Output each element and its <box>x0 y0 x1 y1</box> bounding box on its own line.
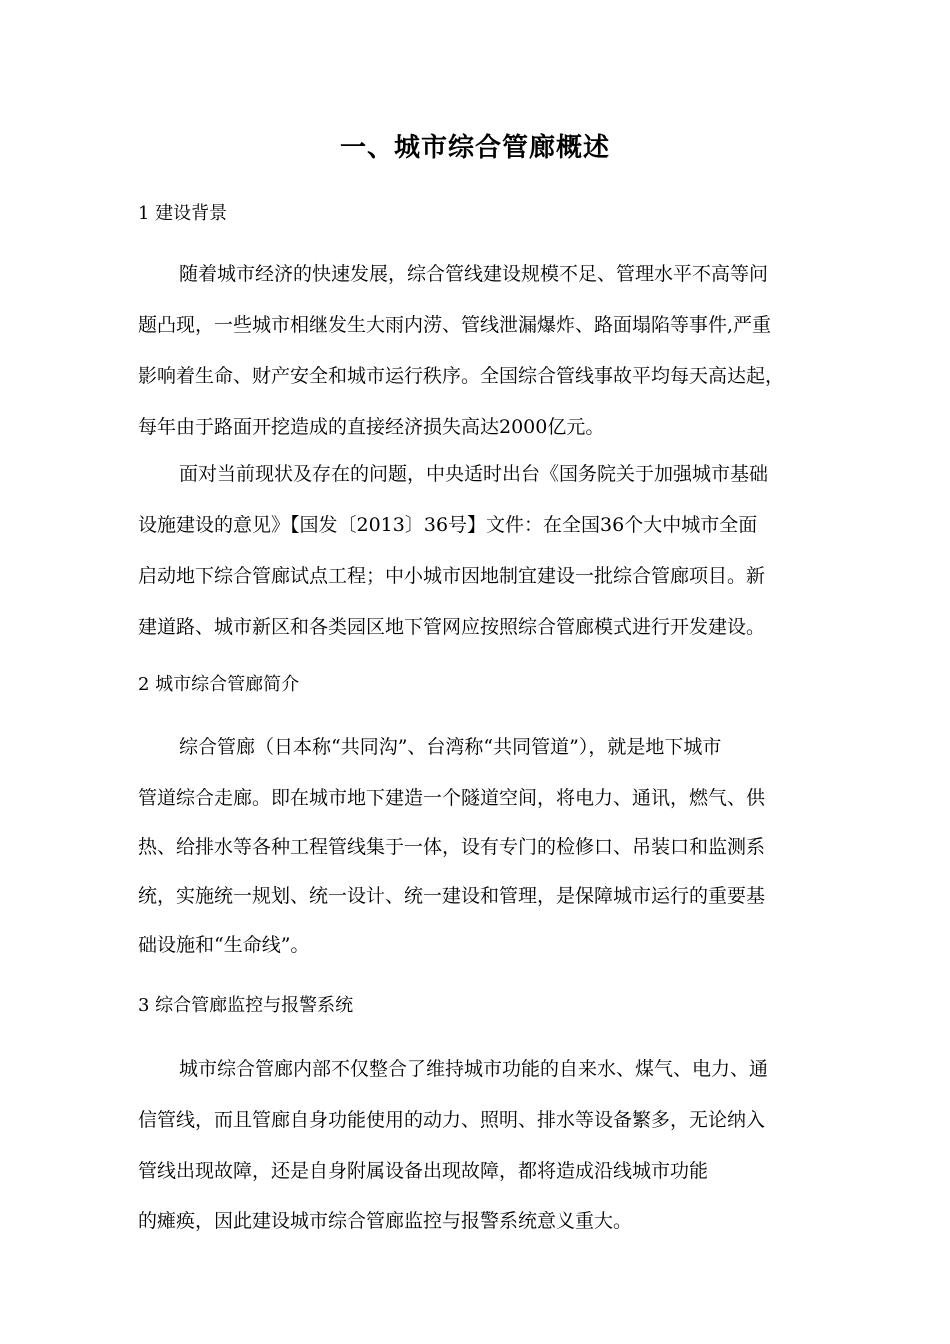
paragraph-line: 随着城市经济的快速发展，综合管线建设规模不足、管理水平不高等问 <box>179 263 769 285</box>
paragraph-line: 影响着生命、财产安全和城市运行秩序。全国综合管线事故平均每天高达起， <box>138 365 785 387</box>
paragraph-line: 管线出现故障，还是自身附属设备出现故障，都将造成沿线城市功能 <box>138 1160 709 1182</box>
paragraph-line: 启动地下综合管廊试点工程；中小城市因地制宜建设一批综合管廊项目。新 <box>138 565 766 587</box>
paragraph-line: 题凸现，一些城市相继发生大雨内涝、管线泄漏爆炸、路面塌陷等事件,严重 <box>138 314 772 336</box>
paragraph-line: 管道综合走廊。即在城市地下建造一个隧道空间，将电力、通讯，燃气、供 <box>138 787 766 809</box>
paragraph-line: 信管线，而且管廊自身功能使用的动力、照明、排水等设备繁多，无论纳入 <box>138 1109 766 1131</box>
paragraph-line: 建道路、城市新区和各类园区地下管网应按照综合管廊模式进行开发建设。 <box>138 616 766 638</box>
paragraph-line: 热、给排水等各种工程管线集于一体，设有专门的检修口、吊装口和监测系 <box>138 836 766 858</box>
section-heading-intro: 2 城市综合管廊简介 <box>138 674 300 695</box>
section-heading-monitoring: 3 综合管廊监控与报警系统 <box>138 995 354 1016</box>
paragraph-line: 每年由于路面开挖造成的直接经济损失高达2000亿元。 <box>138 416 605 438</box>
paragraph-line: 设施建设的意见》【国发〔2013〕36号】文件：在全国36个大中城市全面 <box>138 514 758 536</box>
paragraph-line: 的瘫痪，因此建设城市综合管廊监控与报警系统意义重大。 <box>138 1210 633 1232</box>
paragraph-line: 面对当前现状及存在的问题，中央适时出台《国务院关于加强城市基础 <box>179 463 769 485</box>
paragraph-line: 城市综合管廊内部不仅整合了维持城市功能的自来水、煤气、电力、通 <box>179 1058 769 1080</box>
paragraph-line: 统，实施统一规划、统一设计、统一建设和管理，是保障城市运行的重要基 <box>138 885 766 907</box>
document-title: 一、城市综合管廊概述 <box>339 133 610 163</box>
paragraph-line: 础设施和“生命线”。 <box>138 934 310 956</box>
paragraph-line: 综合管廊（日本称“共同沟”、台湾称“共同管道”），就是地下城市 <box>179 736 722 758</box>
section-heading-background: 1 建设背景 <box>138 203 228 224</box>
